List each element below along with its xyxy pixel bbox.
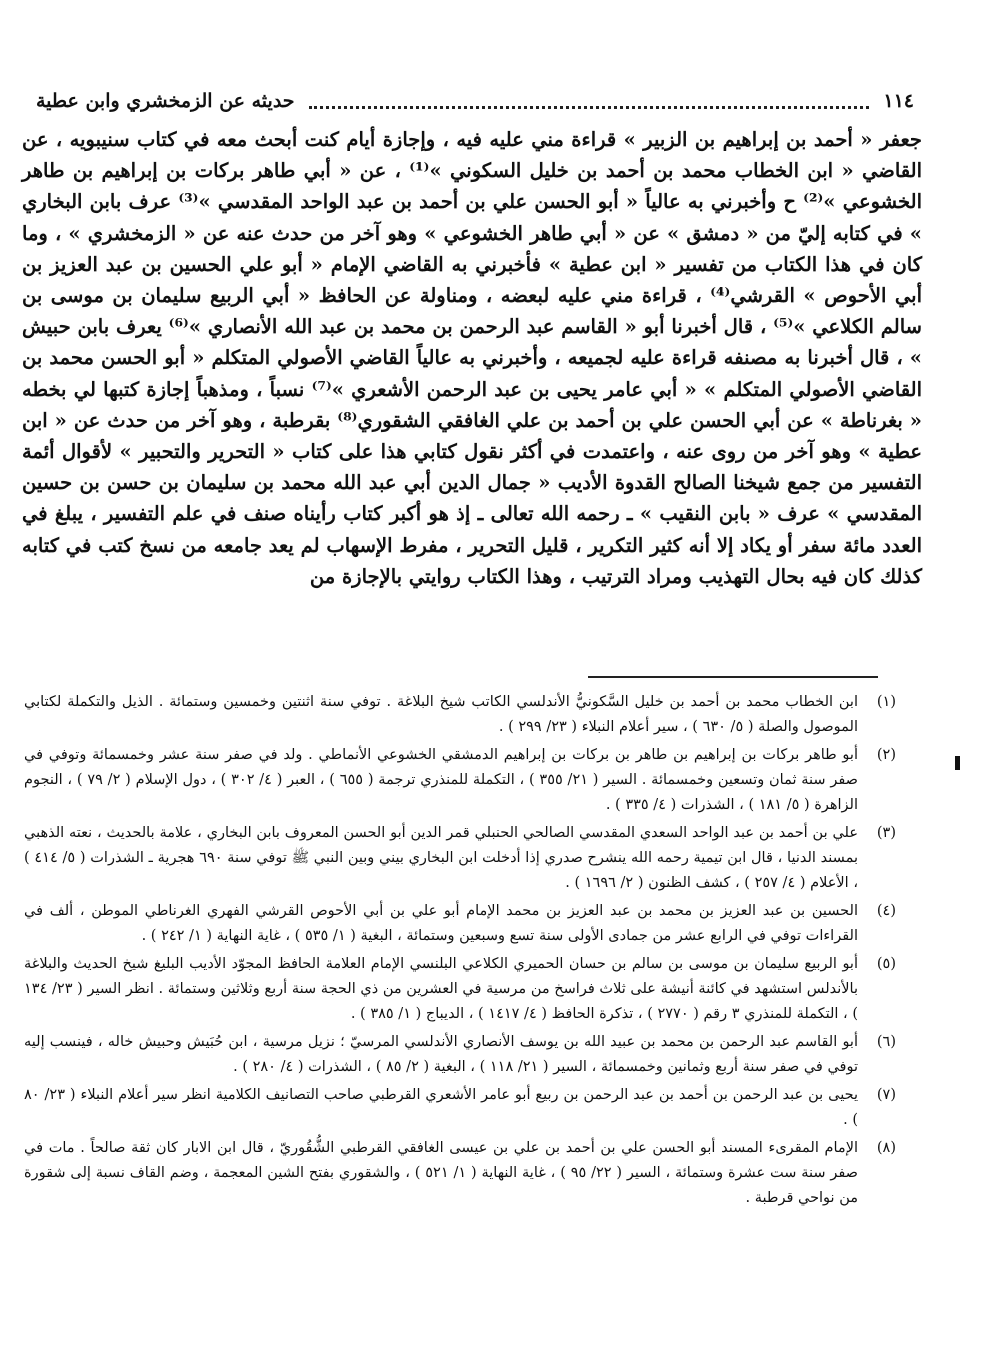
- running-header: [36, 84, 914, 119]
- footnote-text: أبو طاهر بركات بن إبراهيم بن طاهر بن بركات بن إبراهيم الدمشقي الخشوعي الأنماطي . ولد في صفر سنة عشر وخمسمائة وتوفي في صفر سنة ثمان وتسعين وخمسمائة . السير ( ٢١/ ٣٥٥ ) ، التكملة للمنذري ترجمة ( ٦٥٥ ) ، العبر ( ٤/ ٣٠٢ ) ، دول الإسلام ( ٢/ ٧٩ ) ، النجوم الزاهرة ( ٥/ ١٨١ ) ، الشذرات ( ٤/ ٣٣٥ ) .: [24, 747, 858, 813]
- footnote-number: (٨): [876, 1140, 896, 1156]
- footnote-number: (٧): [876, 1087, 896, 1103]
- footnote: [24, 1083, 896, 1133]
- footnote: [24, 1030, 896, 1080]
- footnote-text: ابن الخطاب محمد بن أحمد بن خليل السَّكونيُّ الأندلسي الكاتب شيخ البلاغة . توفي سنة اثنتين وخمسين وستمائة . الذيل والتكملة لكتابي الموصول والصلة ( ٥/ ٦٣٠ ) ، سير أعلام النبلاء ( ٢٣/ ٢٩٩ ) .: [24, 694, 858, 735]
- footnote-text: الحسين بن عبد العزيز بن محمد بن عبد العزيز بن محمد الإمام أبو علي بن أبي الأحوص القرشي الفهري الغرناطي الموطن ، ألف في القراءات توفي في الرابع عشر من جمادى الأولى سنة تسع وسبعين وستمائة ، البغية ( ١/ ٥٣٥ ) ، غاية النهاية ( ١/ ٢٤٢ ) .: [24, 903, 858, 944]
- scan-margin-mark: [955, 756, 960, 770]
- footnote: [24, 821, 896, 896]
- footnotes: [24, 690, 896, 1214]
- running-title: حديثه عن الزمخشري وابن عطية: [36, 90, 295, 112]
- dotted-leader: [309, 106, 870, 109]
- footnote-text: علي بن أحمد بن عبد الواحد السعدي المقدسي الصالحي الحنبلي قمر الدين أبو الحسن المعروف بابن البخاري ، علامة بالحديث ، نعته الذهبي بمسند الدنيا ، قال ابن تيمية رحمه الله ينشرح صدري إذا أدخلت ابن البخاري بيني وبين النبي ﷺ توفي سنة ٦٩٠ هجرية ـ الشذرات ( ٥/ ٤١٤ ) ، الأعلام ( ٤/ ٢٥٧ ) ، كشف الظنون ( ٢/ ١٦٩٦ ) .: [24, 825, 858, 891]
- footnote-text: الإمام المقرىء المسند أبو الحسن علي بن أحمد بن علي بن عيسى الغافقي القرطبي الشُّقُوريّ ، قال ابن الابار كان ثقة صالحاً . مات في صفر سنة ست عشرة وستمائة ، السير ( ٢٢/ ٩٥ ) ، غاية النهاية ( ١/ ٥٢١ ) ، والشقوري بفتح الشين المعجمة ، وضم القاف نسبة إلى شقورة من نواحي قرطبة .: [24, 1140, 858, 1206]
- footnote-text: أبو القاسم عبد الرحمن بن محمد بن عبيد الله بن يوسف الأنصاري الأندلسي المرسيّ ؛ نزيل مرسية ، ابن حُبَيش وحبيش خاله ، فينسب إليه توفي في صفر سنة أربع وثمانين وخمسمائة ، السير ( ٢١/ ١١٨ ) ، البغية ( ٢/ ٨٥ ) ، الشذرات ( ٤/ ٢٨٠ ) .: [24, 1034, 858, 1075]
- footnote-number: (٢): [876, 747, 896, 763]
- footnote-number: (٤): [876, 903, 896, 919]
- footnote: [24, 1136, 896, 1211]
- footnote: [24, 899, 896, 949]
- footnote-text: أبو الربيع سليمان بن موسى بن سالم بن حسان الحميري الكلاعي البلنسي الإمام العلامة الحافظ المجوّد الأديب البليغ شيخ الحديث والبلاغة بالأندلس استشهد في كائنة أنيشة على ثلاث فراسخ من مرسية في العشرين من ذي الحجة سنة أربع وثلاثين وستمائة . انظر السير ( ٢٣/ ١٣٤ ) ، التكملة للمنذري ٣ رقم ( ٢٧٧٠ ) ، تذكرة الحافظ ( ٤/ ١٤١٧ ) ، الديباج ( ١/ ٣٨٥ ) .: [24, 956, 858, 1022]
- footnote: [24, 952, 896, 1027]
- main-text: [22, 124, 922, 592]
- page-number: ١١٤: [883, 90, 914, 112]
- footnote-number: (٥): [876, 956, 896, 972]
- footnote-number: (١): [876, 694, 896, 710]
- footnote-text: يحيى بن عبد الرحمن بن أحمد بن عبد الرحمن بن ربيع أبو عامر الأشعري القرطبي صاحب التصانيف الكلامية انظر سير أعلام النبلاء ( ٢٣/ ٨٠ ) .: [24, 1087, 858, 1128]
- body-paragraph: جعفر « أحمد بن إبراهيم بن الزبير » قراءة مني عليه فيه ، وإجازة أيام كنت أبحث معه في كتاب سنيبويه ، عن القاضي « ابن الخطاب محمد بن أحمد بن خليل السكوني »⁽¹⁾ ، عن « أبي طاهر بركات بن إبراهيم بن طاهر الخشوعي »⁽²⁾ ح وأخبرني به عالياً « أبو الحسن علي بن أحمد بن عبد الواحد المقدسي »⁽³⁾ عرف بابن البخاري » في كتابه إليّ من « دمشق » عن « أبي طاهر الخشوعي » وهو آخر من حدث عنه عن « الزمخشري » ، وما كان في هذا الكتاب من تفسير « ابن عطية » فأخبرني به القاضي الإمام « أبو علي الحسين بن عبد العزيز بن أبي الأحوص » القرشي⁽⁴⁾ ، قراءة مني عليه لبعضه ، ومناولة عن الحافظ « أبي الربيع سليمان بن موسى بن سالم الكلاعي »⁽⁵⁾ ، قال أخبرنا أبو « القاسم عبد الرحمن بن محمد بن عبد الله الأنصاري »⁽⁶⁾ يعرف بابن حبيش » ، قال أخبرنا به مصنفه قراءة عليه لجميعه ، وأخبرني به عالياً القاضي الأصولي المتكلم « أبو الحسن محمد بن القاضي الأصولي المتكلم » « أبي عامر يحيى بن عبد الرحمن الأشعري »⁽⁷⁾ نسباً ، ومذهباً إجازة كتبها لي بخطه « بغرناطة » عن أبي الحسن علي بن أحمد بن علي الغافقي الشقوري⁽⁸⁾ بقرطبة ، وهو آخر من حدث عن « ابن عطية » وهو آخر من روى عنه ، واعتمدت في أكثر نقول كتابي هذا على كتاب « التحرير والتحبير » لأقوال أئمة التفسير من جمع شيخنا الصالح القدوة الأديب « جمال الدين أبي عبد الله محمد بن سليمان بن حسن بن حسين المقدسي » عرف « بابن النقيب » ـ رحمه الله تعالى ـ إذ هو أكبر كتاب رأيناه صنف في علم التفسير ، يبلغ في العدد مائة سفر أو يكاد إلا أنه كثير التكرير ، قليل التحرير ، مفرط الإسهاب لم يعد جامعه من نسخ كتب في كتابه كذلك كان فيه بحال التهذيب ومراد الترتيب ، وهذا الكتاب روايتي بالإجازة من: [22, 128, 923, 588]
- footnote-separator: [588, 676, 878, 678]
- footnote: [24, 690, 896, 740]
- footnote-number: (٦): [876, 1034, 896, 1050]
- footnote-number: (٣): [876, 825, 896, 841]
- footnote: [24, 743, 896, 818]
